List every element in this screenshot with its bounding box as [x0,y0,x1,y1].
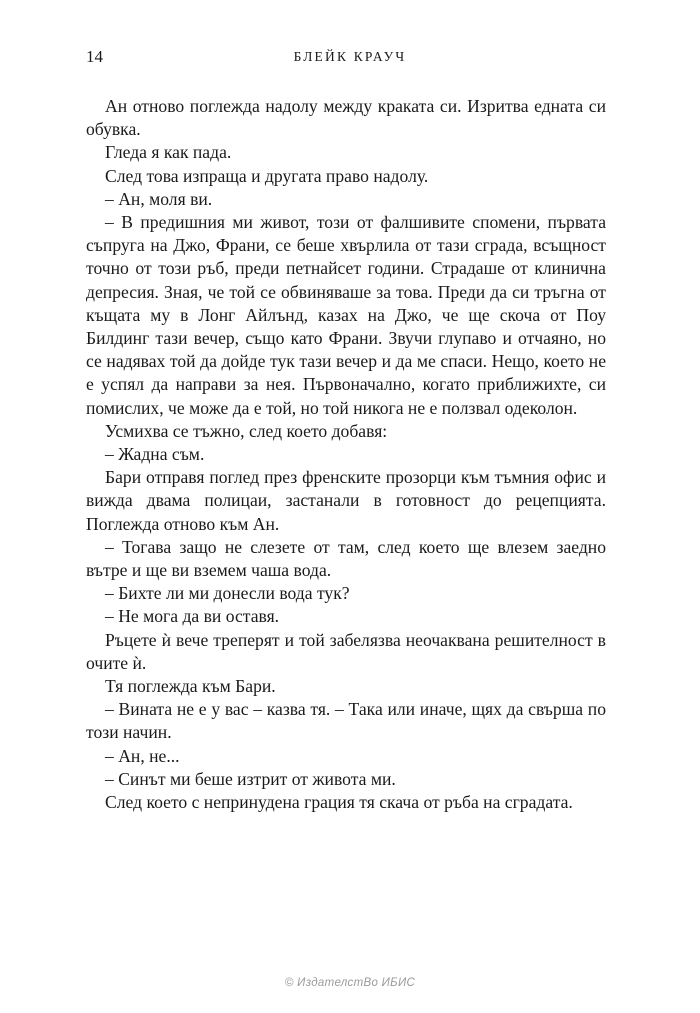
page-number: 14 [86,47,103,66]
paragraph: – Вината не е у вас – казва тя. – Така или иначе, щях да свърша по този начин. [86,699,606,743]
publisher-copyright: © ИздателстВо ИБИС [284,977,416,989]
paragraph: – Синът ми беше изтрит от живота ми. [105,768,396,789]
paragraph: – В предишния ми живот, този от фалшивите спомени, първата съпруга на Джо, Франи, се беше хвърлила от тази сграда, всъщност точно от този ръб, преди петнайсет години. Страдаше от клинична депресия. Зная, че той се обвиняваше за това. Преди да си тръгна от къщата му в Лонг Айлънд, казах на Джо, че ще скоча от Поу Билдинг тази вечер, също като Франи. Звучи глупаво и отчаяно, но се надявах той да дойде тук тази вечер и да ме спаси. Нещо, което не е успял да направи за нея. Първоначално, когато приближихте, си помислих, че може да е той, но той никога не е ползвал одеколон. [86,212,606,418]
paragraph: – Не мога да ви оставя. [105,606,280,627]
body-text [86,95,606,814]
running-head-author: БЛЕЙК КРАУЧ [293,49,407,64]
paragraph: Усмихва се тъжно, след което добавя: [105,420,388,441]
paragraph: След това изпраща и другата право надолу. [105,165,429,186]
paragraph: – Ан, не... [105,745,180,766]
paragraph: – Тогава защо не слезете от там, след което ще влезем заедно вътре и ще ви вземем чаша вода. [86,536,606,581]
paragraph: Тя поглежда към Бари. [105,676,276,697]
paragraph: – Ан, моля ви. [105,188,213,209]
paragraph: Ръцете ѝ вече треперят и той забелязва неочаквана решителност в очите ѝ. [86,629,606,673]
paragraph: Гледа я как пада. [105,142,232,163]
paragraph: – Жадна съм. [105,444,205,465]
paragraph: – Бихте ли ми донесли вода тук? [105,583,350,604]
paragraph: Ан отново поглежда надолу между краката си. Изритва едната си обувка. [86,96,606,140]
paragraph: Бари отправя поглед през френските прозорци към тъмния офис и вижда двама полицаи, застанали в готовност до рецепцията. Поглежда отново към Ан. [86,467,606,534]
paragraph: След което с непринудена грация тя скача от ръба на сградата. [105,792,573,813]
